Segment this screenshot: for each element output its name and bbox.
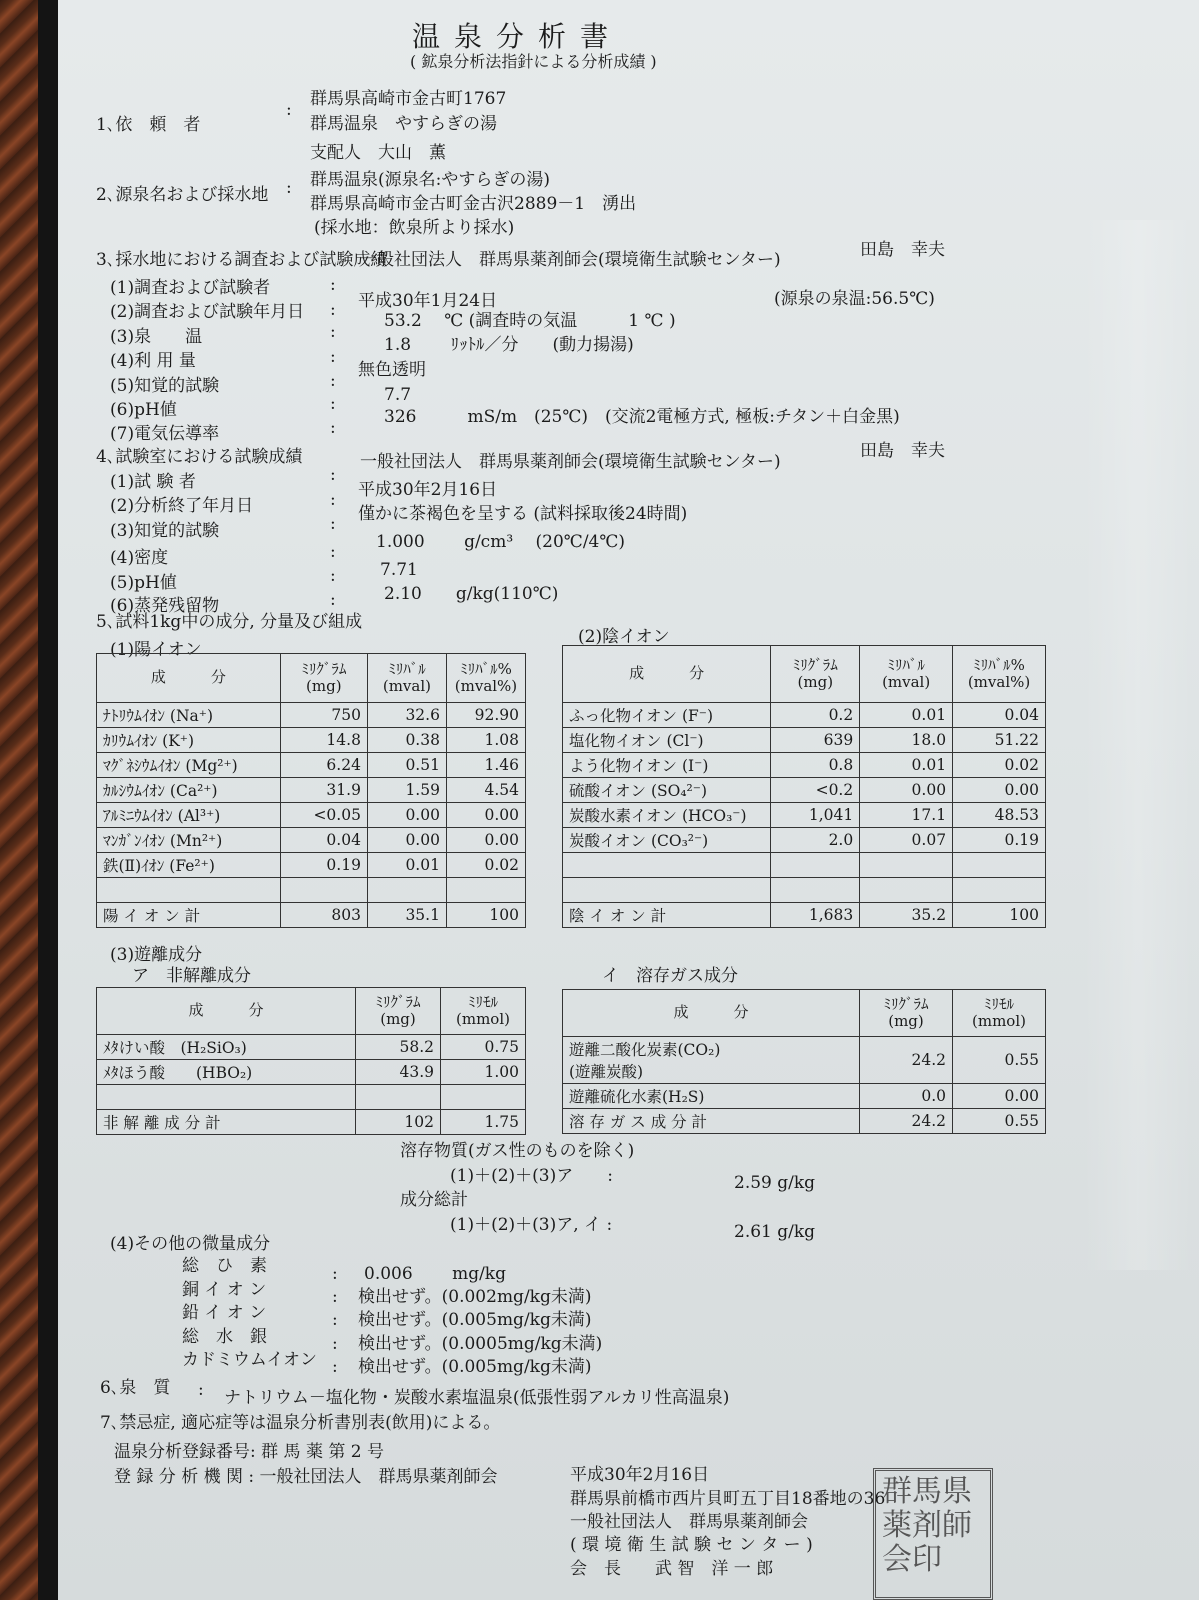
cation-value-cell: 0.00: [367, 803, 446, 828]
free-components-caption: (3)遊離成分: [110, 945, 203, 965]
anion-value-cell: 100: [953, 903, 1046, 928]
s2-line-2: 群馬県高崎市金古町金古沢2889－1 湧出: [310, 194, 637, 214]
anion-value-cell: [771, 878, 860, 903]
anion-row: [563, 703, 1046, 728]
cation-row: [97, 753, 526, 778]
cation-value-cell: 31.9: [280, 778, 367, 803]
nondiss-value-cell: 58.2: [356, 1035, 441, 1060]
anion-value-cell: [771, 853, 860, 878]
s3-item-3-value: 53.2 ℃ (調査時の気温 1 ℃ ): [384, 311, 676, 331]
anion-value-cell: 0.01: [860, 703, 953, 728]
s4-item-4-value: 1.000 g/cm³ (20℃/4℃): [376, 532, 626, 552]
s4-colon-5: :: [330, 566, 336, 586]
gas-header-component: 成 分: [563, 990, 860, 1037]
s4-heading: 4､試験室における試験成績: [96, 447, 303, 467]
s3-heading: 3､採水地における調査および試験成績: [96, 250, 388, 270]
s3-item-2-value: 平成30年1月24日: [358, 291, 498, 311]
s3-colon-3: :: [330, 322, 336, 342]
trace-value-mercury: 検出せず。(0.0005mg/kg未満): [358, 1334, 603, 1354]
s3-item-6-label: (6)pH値: [110, 400, 177, 420]
gas-row: [563, 1037, 1046, 1084]
anion-component-cell: [563, 853, 771, 878]
s4-item-4-label: (4)密度: [110, 548, 169, 568]
cation-header-mval-pct: ﾐﾘﾊﾞﾙ% (mval%): [446, 654, 525, 703]
nondiss-row: [97, 1060, 526, 1085]
anion-row: [563, 728, 1046, 753]
anion-value-cell: [953, 853, 1046, 878]
dissolved-matter-formula: (1)＋(2)＋(3)ア :: [450, 1166, 613, 1186]
trace-value-copper: 検出せず。(0.002mg/kg未満): [358, 1287, 592, 1307]
anion-row: [563, 828, 1046, 853]
anion-value-cell: <0.2: [771, 778, 860, 803]
trace-value-arsenic: 0.006 mg/kg: [364, 1264, 506, 1284]
s5-heading: 5､試料1kg中の成分, 分量及び組成: [96, 612, 363, 632]
anion-component-cell: 陰 イ オ ン 計: [563, 903, 771, 928]
anion-header-component: 成 分: [563, 646, 771, 703]
s4-colon-4: :: [330, 542, 336, 562]
anion-row: [563, 778, 1046, 803]
anion-value-cell: 0.2: [771, 703, 860, 728]
gas-value-cell: 24.2: [860, 1109, 953, 1134]
s4-item-6-label: (6)蒸発残留物: [110, 596, 220, 616]
anion-value-cell: 18.0: [860, 728, 953, 753]
cation-component-cell: 陽 イ オ ン 計: [97, 903, 281, 928]
cation-value-cell: 0.38: [367, 728, 446, 753]
s1-line-1: 群馬県高崎市金古町1767: [310, 89, 507, 109]
cation-value-cell: 32.6: [367, 703, 446, 728]
s3-colon-7: :: [330, 418, 336, 438]
anion-value-cell: 1,683: [771, 903, 860, 928]
anion-value-cell: [953, 878, 1046, 903]
gas-value-cell: 0.00: [953, 1084, 1046, 1109]
nondissociated-table: [96, 987, 526, 1135]
trace-colon-2: :: [332, 1287, 338, 1307]
anion-row: [563, 803, 1046, 828]
trace-value-cadmium: 検出せず。(0.005mg/kg未満): [358, 1357, 592, 1377]
s3-item-4-value: 1.8 ﾘｯﾄﾙ／分 (動力揚湯): [384, 335, 634, 355]
nondiss-row: [97, 1035, 526, 1060]
anion-table: [562, 645, 1046, 928]
anion-value-cell: 0.00: [860, 778, 953, 803]
analysis-document: [58, 0, 1199, 1600]
glass-glare: [1083, 220, 1193, 1270]
cation-value-cell: [280, 878, 367, 903]
s3-item-5-value: 無色透明: [358, 360, 426, 380]
anion-component-cell: 炭酸水素イオン (HCO₃⁻): [563, 803, 771, 828]
trace-name-arsenic: 総 ひ 素: [182, 1256, 267, 1276]
gas-header-mg: ﾐﾘｸﾞﾗﾑ (mg): [860, 990, 953, 1037]
s4-colon-3: :: [330, 514, 336, 534]
dissolved-gas-table: [562, 989, 1046, 1134]
s3-colon-5: :: [330, 371, 336, 391]
s4-colon-6: :: [330, 590, 336, 610]
issuer-address: 群馬県前橋市西片貝町五丁目18番地の36: [570, 1489, 886, 1509]
s6-colon: :: [198, 1380, 204, 1400]
s4-item-6-value: 2.10 g/kg(110℃): [384, 584, 559, 604]
dissolved-matter-label: 溶存物質(ガス性のものを除く): [400, 1141, 635, 1161]
anion-value-cell: 0.8: [771, 753, 860, 778]
cation-component-cell: ｱﾙﾐﾆｳﾑｲｵﾝ (Al³⁺): [97, 803, 281, 828]
s4-colon-2: :: [330, 490, 336, 510]
nondiss-value-cell: [356, 1085, 441, 1110]
s1-line-3: 支配人 大山 薫: [310, 143, 446, 163]
anion-header-mg: ﾐﾘｸﾞﾗﾑ (mg): [771, 646, 860, 703]
gas-value-cell: 24.2: [860, 1037, 953, 1084]
cation-value-cell: 0.19: [280, 853, 367, 878]
anion-value-cell: [860, 853, 953, 878]
total-components-value: 2.61 g/kg: [734, 1222, 816, 1242]
nondiss-component-cell: 非 解 離 成 分 計: [97, 1110, 356, 1135]
s4-person: 田島 幸夫: [860, 441, 945, 461]
s3-item-7-value: 326 mS/m (25℃) (交流2電極方式, 極板:チタン＋白金黒): [384, 407, 900, 427]
nondiss-value-cell: 0.75: [441, 1035, 526, 1060]
cation-value-cell: 1.08: [446, 728, 525, 753]
cation-value-cell: [446, 878, 525, 903]
anion-row: [563, 853, 1046, 878]
s3-person: 田島 幸夫: [860, 240, 945, 260]
cation-value-cell: 0.00: [446, 828, 525, 853]
nondiss-value-cell: 1.75: [441, 1110, 526, 1135]
s2-label: 2､源泉名および採水地: [96, 185, 269, 205]
cation-component-cell: [97, 878, 281, 903]
nondiss-row: [97, 1085, 526, 1110]
s1-label: 1､依 頼 者: [96, 115, 201, 135]
official-seal-stamp: 群 馬 県 薬 剤 師 会 印: [873, 1468, 993, 1600]
s3-colon-2: :: [330, 300, 336, 320]
s2-colon: :: [286, 178, 292, 198]
cation-row: [97, 903, 526, 928]
trace-name-cadmium: カドミウムイオン: [182, 1350, 317, 1370]
anion-component-cell: 硫酸イオン (SO₄²⁻): [563, 778, 771, 803]
document-title: 温泉分析書: [412, 20, 623, 53]
cation-value-cell: 0.00: [367, 828, 446, 853]
s6-spring-quality: ナトリウム－塩化物・炭酸水素塩温泉(低張性弱アルカリ性高温泉): [224, 1388, 730, 1408]
cation-row: [97, 728, 526, 753]
s4-item-1-label: (1)試 験 者: [110, 472, 196, 492]
s1-line-2: 群馬温泉 やすらぎの湯: [310, 114, 497, 134]
s2-line-1: 群馬温泉(源泉名:やすらぎの湯): [310, 170, 550, 190]
cation-row: [97, 703, 526, 728]
gas-row: [563, 1084, 1046, 1109]
anion-value-cell: 35.2: [860, 903, 953, 928]
s4-item-3-label: (3)知覚的試験: [110, 521, 220, 541]
anion-row: [563, 753, 1046, 778]
anion-component-cell: 塩化物イオン (Cl⁻): [563, 728, 771, 753]
cation-component-cell: ｶﾘｳﾑｲｵﾝ (K⁺): [97, 728, 281, 753]
cation-header-component: 成 分: [97, 654, 281, 703]
s4-item-5-label: (5)pH値: [110, 573, 177, 593]
cation-component-cell: ﾏｸﾞﾈｼｳﾑｲｵﾝ (Mg²⁺): [97, 753, 281, 778]
trace-name-mercury: 総 水 銀: [182, 1327, 267, 1347]
s3-colon-1: :: [330, 275, 336, 295]
cation-header-mval: ﾐﾘﾊﾞﾙ (mval): [367, 654, 446, 703]
nondiss-value-cell: 1.00: [441, 1060, 526, 1085]
anion-row: [563, 903, 1046, 928]
cation-table: [96, 653, 526, 928]
cation-row: [97, 803, 526, 828]
nondiss-component-cell: [97, 1085, 356, 1110]
cation-value-cell: [367, 878, 446, 903]
anion-row: [563, 878, 1046, 903]
anion-component-cell: よう化物イオン (I⁻): [563, 753, 771, 778]
nondiss-value-cell: 43.9: [356, 1060, 441, 1085]
trace-name-copper: 銅 イ オ ン: [182, 1280, 267, 1300]
s3-item-4-label: (4)利 用 量: [110, 351, 196, 371]
cation-value-cell: 4.54: [446, 778, 525, 803]
total-components-formula: (1)＋(2)＋(3)ア, イ :: [450, 1215, 613, 1235]
cation-value-cell: 0.01: [367, 853, 446, 878]
cation-value-cell: 803: [280, 903, 367, 928]
anion-value-cell: 0.02: [953, 753, 1046, 778]
trace-value-lead: 検出せず。(0.005mg/kg未満): [358, 1310, 592, 1330]
cation-component-cell: ﾅﾄﾘｳﾑｲｵﾝ (Na⁺): [97, 703, 281, 728]
anion-header-mval: ﾐﾘﾊﾞﾙ (mval): [860, 646, 953, 703]
nondissociated-caption: ア 非解離成分: [132, 966, 251, 986]
trace-colon-5: :: [332, 1357, 338, 1377]
nondiss-value-cell: [441, 1085, 526, 1110]
s3-item-7-label: (7)電気伝導率: [110, 424, 220, 444]
anion-component-cell: ふっ化物イオン (F⁻): [563, 703, 771, 728]
cation-header-mg: ﾐﾘｸﾞﾗﾑ (mg): [280, 654, 367, 703]
issue-date: 平成30年2月16日: [570, 1465, 710, 1485]
anion-component-cell: 炭酸イオン (CO₃²⁻): [563, 828, 771, 853]
cation-row: [97, 778, 526, 803]
s7-note: 7､禁忌症, 適応症等は温泉分析書別表(飲用)による。: [100, 1413, 501, 1433]
cation-value-cell: 0.00: [446, 803, 525, 828]
registration-number: 温泉分析登録番号: 群 馬 薬 第 2 号: [114, 1442, 384, 1462]
nondiss-component-cell: ﾒﾀほう酸 (HBO₂): [97, 1060, 356, 1085]
s4-item-2-label: (2)分析終了年月日: [110, 496, 254, 516]
s3-source-temperature: (源泉の泉温:56.5℃): [774, 289, 935, 309]
gas-component-cell: 遊離硫化水素(H₂S): [563, 1084, 860, 1109]
trace-name-lead: 鉛 イ オ ン: [182, 1303, 267, 1323]
issuer-org: 一般社団法人 群馬県薬剤師会: [570, 1512, 808, 1532]
cations-caption: (1)陽イオン: [110, 640, 202, 660]
s4-colon-1: :: [330, 465, 336, 485]
anion-value-cell: 48.53: [953, 803, 1046, 828]
dissolved-gas-caption: イ 溶存ガス成分: [602, 966, 738, 986]
anion-header-mval-pct: ﾐﾘﾊﾞﾙ% (mval%): [953, 646, 1046, 703]
cation-component-cell: ｶﾙｼｳﾑｲｵﾝ (Ca²⁺): [97, 778, 281, 803]
s3-item-2-label: (2)調査および試験年月日: [110, 302, 305, 322]
nondiss-header-mg: ﾐﾘｸﾞﾗﾑ (mg): [356, 988, 441, 1035]
s3-org: 一般社団法人 群馬県薬剤師会(環境衛生試験センター): [360, 250, 781, 270]
cation-value-cell: 0.04: [280, 828, 367, 853]
trace-colon-3: :: [332, 1310, 338, 1330]
anion-value-cell: 0.04: [953, 703, 1046, 728]
cation-value-cell: 1.59: [367, 778, 446, 803]
s2-line-3: (採水地：飲泉所より採水): [314, 218, 515, 238]
trace-caption: (4)その他の微量成分: [110, 1234, 271, 1254]
anions-caption: (2)陰イオン: [578, 627, 670, 647]
s3-item-3-label: (3)泉 温: [110, 327, 203, 347]
s4-item-5-value: 7.71: [380, 560, 418, 580]
dissolved-matter-value: 2.59 g/kg: [734, 1173, 816, 1193]
cation-value-cell: 6.24: [280, 753, 367, 778]
s4-item-2-value: 平成30年2月16日: [358, 480, 498, 500]
cation-value-cell: 750: [280, 703, 367, 728]
anion-value-cell: 51.22: [953, 728, 1046, 753]
nondiss-component-cell: ﾒﾀけい酸 (H₂SiO₃): [97, 1035, 356, 1060]
nondiss-value-cell: 102: [356, 1110, 441, 1135]
gas-header-mmol: ﾐﾘﾓﾙ (mmol): [953, 990, 1046, 1037]
nondiss-row: [97, 1110, 526, 1135]
issuer-chief: 会 長 武 智 洋 一 郎: [570, 1559, 774, 1579]
issuer-center: ( 環 境 衛 生 試 験 セ ン タ ー ): [570, 1535, 813, 1555]
gas-row: [563, 1109, 1046, 1134]
cation-value-cell: <0.05: [280, 803, 367, 828]
cation-value-cell: 1.46: [446, 753, 525, 778]
anion-value-cell: 17.1: [860, 803, 953, 828]
anion-value-cell: [860, 878, 953, 903]
cation-value-cell: 0.51: [367, 753, 446, 778]
nondiss-header-component: 成 分: [97, 988, 356, 1035]
anion-value-cell: 2.0: [771, 828, 860, 853]
gas-component-cell: 遊離二酸化炭素(CO₂) (遊離炭酸): [563, 1037, 860, 1084]
s6-label: 6､泉 質: [100, 1378, 171, 1398]
anion-value-cell: 0.01: [860, 753, 953, 778]
s3-item-6-value: 7.7: [384, 385, 412, 405]
s3-colon-4: :: [330, 347, 336, 367]
gas-value-cell: 0.55: [953, 1109, 1046, 1134]
anion-value-cell: 0.19: [953, 828, 1046, 853]
cation-value-cell: 0.02: [446, 853, 525, 878]
s1-colon: :: [286, 100, 292, 120]
cation-row: [97, 853, 526, 878]
anion-value-cell: 0.00: [953, 778, 1046, 803]
cation-value-cell: 100: [446, 903, 525, 928]
cation-value-cell: 14.8: [280, 728, 367, 753]
anion-component-cell: [563, 878, 771, 903]
registration-org: 登 録 分 析 機 関 : 一般社団法人 群馬県薬剤師会: [114, 1467, 498, 1487]
cation-row: [97, 828, 526, 853]
document-subtitle: ( 鉱泉分析法指針による分析成績 ): [410, 52, 657, 71]
gas-value-cell: 0.55: [953, 1037, 1046, 1084]
anion-value-cell: 0.07: [860, 828, 953, 853]
trace-colon-1: :: [332, 1264, 338, 1284]
s4-item-3-value: 僅かに茶褐色を呈する (試料採取後24時間): [358, 504, 688, 524]
trace-colon-4: :: [332, 1334, 338, 1354]
anion-value-cell: 639: [771, 728, 860, 753]
s3-item-5-label: (5)知覚的試験: [110, 376, 220, 396]
s4-org: 一般社団法人 群馬県薬剤師会(環境衛生試験センター): [360, 452, 781, 472]
s3-colon-6: :: [330, 394, 336, 414]
cation-component-cell: ﾏﾝｶﾞﾝｲｵﾝ (Mn²⁺): [97, 828, 281, 853]
cation-value-cell: 35.1: [367, 903, 446, 928]
gas-value-cell: 0.0: [860, 1084, 953, 1109]
cation-value-cell: 92.90: [446, 703, 525, 728]
total-components-label: 成分総計: [400, 1190, 468, 1210]
gas-component-cell: 溶 存 ガ ス 成 分 計: [563, 1109, 860, 1134]
anion-value-cell: 1,041: [771, 803, 860, 828]
s3-item-1-label: (1)調査および試験者: [110, 278, 271, 298]
cation-row: [97, 878, 526, 903]
cation-component-cell: 鉄(Ⅱ)ｲｵﾝ (Fe²⁺): [97, 853, 281, 878]
nondiss-header-mmol: ﾐﾘﾓﾙ (mmol): [441, 988, 526, 1035]
